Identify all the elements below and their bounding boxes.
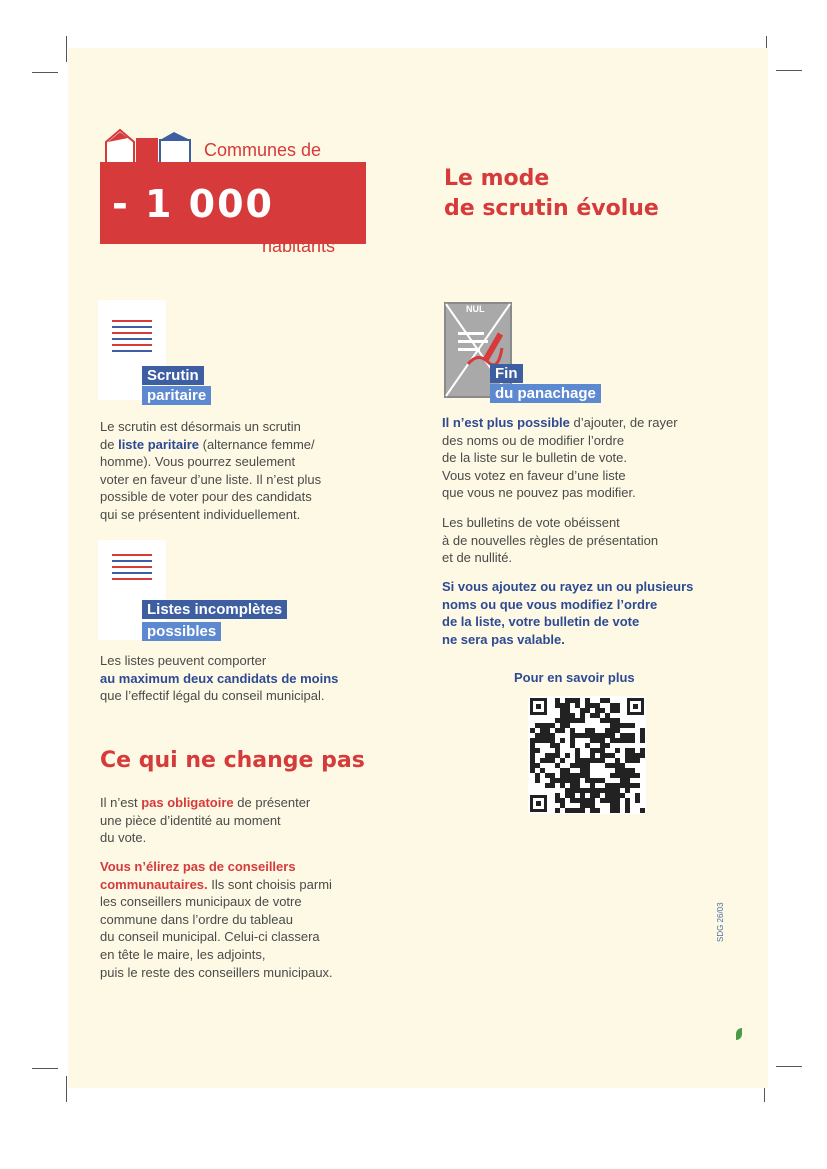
text-line: voter en faveur d’une liste. Il n’est plus	[100, 471, 322, 487]
crop-mark	[32, 1068, 58, 1069]
text-line: puis le reste des conseillers municipaux.	[100, 964, 333, 980]
unchanged-paragraph-1	[100, 794, 400, 847]
tag-fin: Fin	[490, 364, 523, 383]
text-line: Les bulletins de vote obéissent	[442, 515, 620, 530]
text-line: que vous ne pouvez pas modifier.	[442, 485, 636, 501]
text-line: en tête le maire, les adjoints,	[100, 946, 266, 962]
scrutin-paragraph	[100, 418, 400, 524]
listes-paragraph	[100, 652, 420, 705]
text-line: de liste paritaire (alternance femme/	[100, 436, 315, 452]
text-line: possible de voter pour des candidats	[100, 489, 312, 505]
tag-possibles: possibles	[142, 622, 221, 641]
crop-mark	[66, 36, 67, 62]
logo-top-text: Communes de	[204, 140, 322, 160]
page-title-line1: Le mode	[444, 166, 550, 191]
text-line: une pièce d’identité au moment	[100, 812, 281, 828]
text-line: du vote.	[100, 830, 147, 846]
text-line: de la liste sur le bulletin de vote.	[442, 450, 627, 466]
document-list-icon	[98, 300, 166, 400]
text-line: que l’effectif légal du conseil municipal.	[100, 688, 325, 704]
text-line: et de nullité.	[442, 550, 513, 566]
tag-scrutin: Scrutin	[142, 366, 204, 385]
text-line: communautaires. Ils sont choisis parmi	[100, 876, 332, 892]
text-line: Vous votez en faveur d’une liste	[442, 467, 626, 483]
tag-paritaire: paritaire	[142, 386, 211, 405]
panachage-paragraph-3	[442, 578, 762, 648]
text-line: Le scrutin est désormais un scrutin	[100, 419, 301, 434]
crop-mark	[776, 70, 802, 71]
text-line: homme). Vous pourrez seulement	[100, 454, 296, 470]
page-title-line2: de scrutin évolue	[444, 196, 659, 221]
text-line: au maximum deux candidats de moins	[100, 670, 339, 686]
text-line: les conseillers municipaux de votre	[100, 894, 302, 910]
crop-mark	[32, 72, 58, 73]
text-line: Vous n’élirez pas de conseillers	[100, 859, 296, 874]
tag-listes-incompletes: Listes incomplètes	[142, 600, 287, 619]
crop-mark	[66, 1076, 67, 1102]
text-line: commune dans l’ordre du tableau	[100, 911, 293, 927]
text-line: à de nouvelles règles de présentation	[442, 532, 659, 548]
text-line: Les listes peuvent comporter	[100, 653, 267, 668]
panachage-paragraph-1	[442, 414, 762, 502]
text-line: qui se présentent individuellement.	[100, 506, 301, 522]
text-line: du conseil municipal. Celui-ci classera	[100, 929, 320, 945]
text-line: de la liste, votre bulletin de vote	[442, 614, 640, 630]
page-title	[444, 164, 659, 224]
ballot-label: NUL	[466, 304, 485, 314]
text-line: Il n’est pas obligatoire de présenter	[100, 795, 311, 810]
text-line: Il n’est plus possible d’ajouter, de rayer	[442, 415, 678, 430]
text-line: des noms ou de modifier l’ordre	[442, 432, 625, 448]
qr-code[interactable]	[528, 696, 646, 814]
more-info-label[interactable]: Pour en savoir plus	[514, 670, 635, 685]
logo-bottom-text: habitants	[262, 236, 336, 256]
text-line: noms ou que vous modifiez l’ordre	[442, 596, 658, 612]
logo-number: - 1 000	[112, 182, 274, 226]
text-line: ne sera pas valable.	[442, 631, 565, 647]
section-heading-unchanged: Ce qui ne change pas	[100, 748, 365, 773]
unchanged-paragraph-2	[100, 858, 410, 981]
text-line: Si vous ajoutez ou rayez un ou plusieurs	[442, 579, 694, 594]
side-code: SDG 26/03	[716, 902, 725, 942]
crop-mark	[776, 1066, 802, 1067]
tag-du-panachage: du panachage	[490, 384, 601, 403]
panachage-paragraph-2	[442, 514, 762, 567]
